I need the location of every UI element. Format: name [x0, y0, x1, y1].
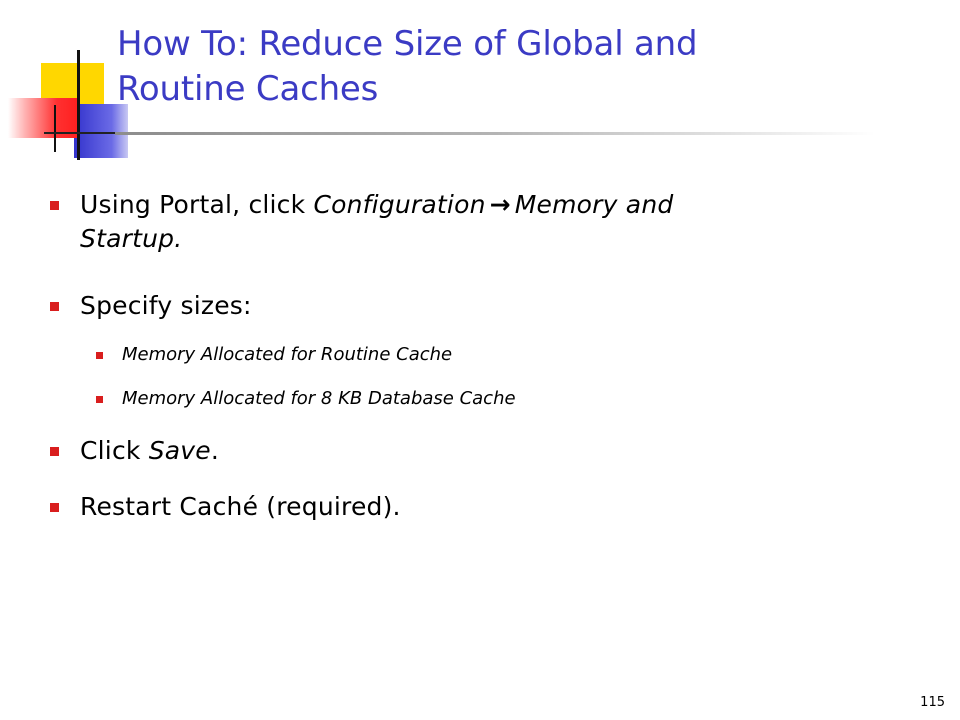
- page-number: 115: [920, 695, 945, 710]
- bullet-text: [80, 434, 880, 468]
- bullet-emphasis: Save: [148, 436, 211, 465]
- bullet-text: Specify sizes:: [80, 291, 252, 320]
- bullet-text: Restart Caché (required).: [80, 492, 401, 521]
- bullet-item: [50, 490, 880, 524]
- bullet-text-part: Using Portal, click: [80, 190, 314, 219]
- bullet-marker: [50, 447, 59, 456]
- bullet-item: [50, 289, 880, 323]
- sub-bullet-marker: [96, 396, 103, 403]
- sub-bullet-item: [96, 387, 862, 411]
- sub-bullet-marker: [96, 352, 103, 359]
- bullet-text-part: .: [210, 436, 220, 465]
- bullet-emphasis: Memory and: [514, 190, 674, 219]
- bullet-text-part: Click: [80, 436, 149, 465]
- bullet-emphasis: Configuration: [313, 190, 486, 219]
- bullet-text: [80, 188, 880, 256]
- bullet-item: [50, 434, 880, 468]
- bullet-item: [50, 188, 880, 256]
- bullet-marker: [50, 201, 59, 210]
- slide-title-line-2: Routine Caches: [117, 69, 379, 109]
- sub-bullet-text: Memory Allocated for Routine Cache: [122, 344, 453, 365]
- bullet-marker: [50, 503, 59, 512]
- arrow-right-icon: →: [489, 190, 511, 219]
- sub-bullet-text: Memory Allocated for 8 KB Database Cache: [122, 388, 516, 409]
- bullet-marker: [50, 302, 59, 311]
- sub-bullet-item: [96, 343, 862, 367]
- bullet-emphasis: Startup.: [80, 224, 183, 253]
- slide-title-line-1: How To: Reduce Size of Global and: [117, 24, 698, 64]
